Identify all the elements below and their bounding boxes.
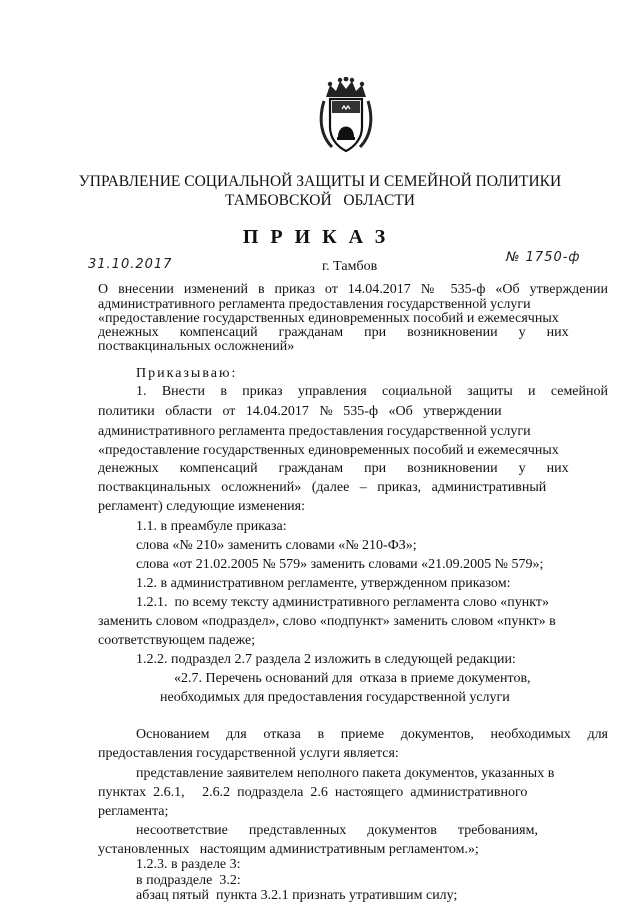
body-line: 1.2.3. в разделе 3: xyxy=(136,857,241,872)
body-line: регламент) следующие изменения: xyxy=(98,499,306,514)
body-line: соответствующем падеже; xyxy=(98,633,256,648)
body-line: административного регламента предоставления государственной услуги xyxy=(98,297,531,312)
body-line: 1.2. в административном регламенте, утвержденном приказом: xyxy=(136,576,511,591)
body-line: денежных компенсаций гражданам при возникновении у них xyxy=(98,461,569,476)
body-line: Основанием для отказа в приеме документов, необходимых для xyxy=(136,727,608,742)
body-line: поствакцинальных осложнений» (далее – приказ, административный xyxy=(98,480,547,495)
body-line: 1.1. в преамбуле приказа: xyxy=(136,519,287,534)
section-heading: «2.7. Перечень оснований для отказа в приеме документов, xyxy=(174,671,531,686)
body-line: «предоставление государственных единовременных пособий и ежемесячных xyxy=(98,443,559,458)
body-line: предоставления государственной услуги является: xyxy=(98,746,399,761)
body-line: заменить словом «подраздел», слово «подпункт» заменить словом «пункт» в xyxy=(98,614,556,629)
body-line: «предоставление государственных единовременных пособий и ежемесячных xyxy=(98,311,559,326)
body-line: несоответствие представленных документов требованиям, xyxy=(136,823,538,838)
coat-of-arms-icon xyxy=(318,77,374,155)
city-label: г. Тамбов xyxy=(322,259,378,274)
body-line: 1. Внести в приказ управления социальной защиты и семейной xyxy=(136,384,608,399)
body-line: абзац пятый пункта 3.2.1 признать утратившим силу; xyxy=(136,888,458,903)
body-line: поствакцинальных осложнений» xyxy=(98,339,295,354)
section-heading: необходимых для предоставления государственной услуги xyxy=(160,690,510,705)
body-line: регламента; xyxy=(98,804,169,819)
body-line: пунктах 2.6.1, 2.6.2 подраздела 2.6 настоящего административного xyxy=(98,785,528,800)
body-line: денежных компенсаций гражданам при возникновении у них xyxy=(98,325,569,340)
body-line: административного регламента предоставления государственной услуги xyxy=(98,424,531,439)
body-line: 1.2.2. подраздел 2.7 раздела 2 изложить в следующей редакции: xyxy=(136,652,516,667)
body-line: 1.2.1. по всему тексту административного регламента слово «пункт» xyxy=(136,595,549,610)
handwritten-order-number: № 1750-ф xyxy=(506,250,581,265)
agency-name-line-1: УПРАВЛЕНИЕ СОЦИАЛЬНОЙ ЗАЩИТЫ И СЕМЕЙНОЙ ПОЛИТИКИ xyxy=(78,173,562,190)
body-line: установленных настоящим административным регламентом.»; xyxy=(98,842,479,857)
body-line: слова «№ 210» заменить словами «№ 210-ФЗ»; xyxy=(136,538,417,553)
body-line: О внесении изменений в приказ от 14.04.2017 № 535-ф «Об утверждении xyxy=(98,282,608,297)
body-line: слова «от 21.02.2005 № 579» заменить словами «21.09.2005 № 579»; xyxy=(136,557,544,572)
body-line: в подразделе 3.2: xyxy=(136,873,241,888)
agency-name-line-2: ТАМБОВСКОЙ ОБЛАСТИ xyxy=(225,192,415,209)
body-line: политики области от 14.04.2017 № 535-ф «Об утверждении xyxy=(98,404,502,419)
order-directive: Приказываю: xyxy=(136,366,238,381)
document-type-title: ПРИКАЗ xyxy=(242,226,398,248)
body-line: представление заявителем неполного пакета документов, указанных в xyxy=(136,766,555,781)
handwritten-date: 31.10.2017 xyxy=(88,257,173,272)
